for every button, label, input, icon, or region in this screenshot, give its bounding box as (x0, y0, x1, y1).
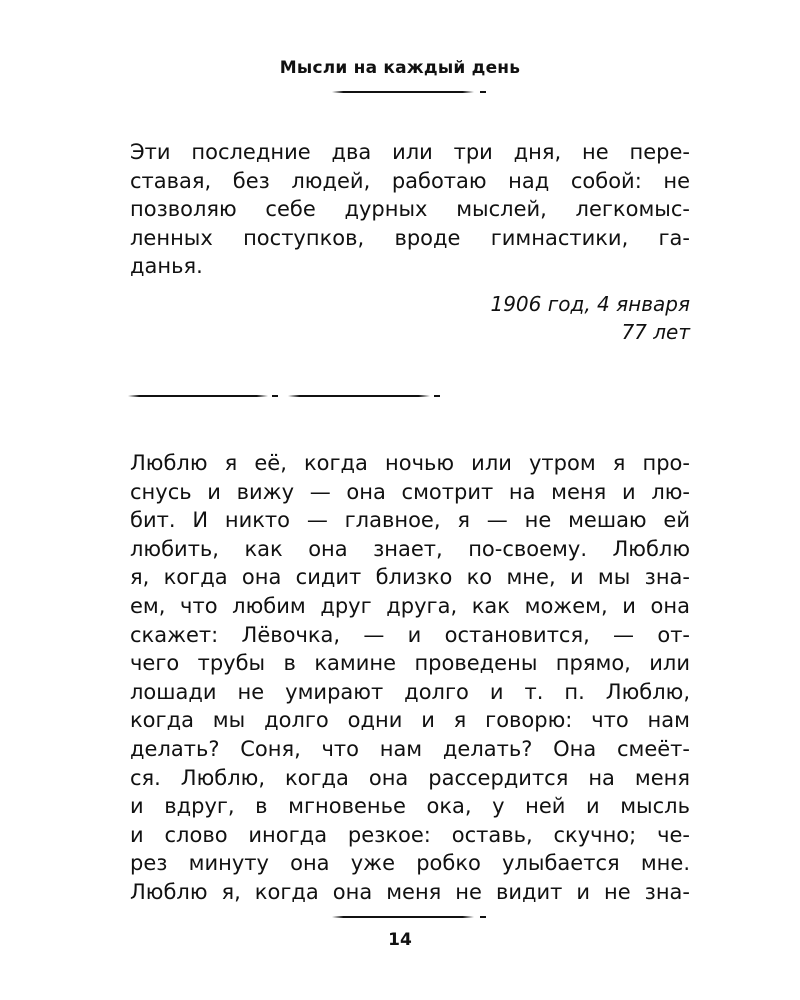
entry-2-line: ся. Люблю, когда она рассердится на меня (130, 765, 690, 790)
entry-2-line: бит. И никто — главное, я — не мешаю ей (130, 508, 690, 533)
footer-rule-tick (480, 916, 486, 918)
entry-1-paragraph (130, 138, 690, 281)
entry-2-line: скажет: Лёвочка, — и остановится, — от- (130, 622, 690, 647)
section-divider-tick (272, 395, 278, 397)
footer-rule (332, 916, 474, 918)
entry-2-line: снусь и вижу — она смотрит на меня и лю- (130, 479, 690, 504)
entry-1-line: ленных поступков, вроде гимнастики, га- (130, 225, 690, 250)
entry-1-line: Эти последние два или три дня, не пере- (130, 140, 690, 164)
header-rule-tick (480, 91, 486, 93)
section-divider-right (288, 395, 430, 397)
entry-1-signature (400, 290, 690, 346)
entry-2-line: рез минуту она уже робко улыбается мне. (130, 851, 690, 876)
section-divider-left (128, 395, 268, 397)
entry-2-line: я, когда она сидит близко ко мне, и мы зна- (130, 565, 690, 590)
entry-2-line: любить, как она знает, по-своему. Люблю (130, 536, 690, 561)
entry-2-line: Люблю я её, когда ночью или утром я про- (130, 451, 690, 475)
entry-2-line: и вдруг, в мгновенье ока, у ней и мысль (130, 794, 690, 819)
page-number: 14 (388, 930, 412, 950)
entry-1-age: 77 лет (621, 320, 690, 344)
entry-2-paragraph (130, 449, 690, 907)
entry-1-line: данья. (130, 254, 203, 279)
entry-1-date: 1906 год, 4 января (490, 292, 690, 316)
entry-2-line: лошади не умирают долго и т. п. Люблю, (130, 679, 690, 704)
header-rule (332, 91, 474, 93)
entry-2-line: чего трубы в камине проведены прямо, или (130, 651, 690, 676)
entry-1-line: ставая, без людей, работаю над собой: не (130, 168, 690, 193)
entry-2-line: ем, что любим друг друга, как можем, и она (130, 593, 690, 618)
section-divider-tick (434, 395, 440, 397)
entry-2-line: когда мы долго одни и я говорю: что нам (130, 708, 690, 733)
entry-2-line: делать? Соня, что нам делать? Она смеёт- (130, 736, 690, 761)
entry-2-line: и слово иногда резкое: оставь, скучно; че- (130, 822, 690, 847)
entry-1-line: позволяю себе дурных мыслей, легкомыс- (130, 197, 690, 222)
entry-2-line: Люблю я, когда она меня не видит и не зна- (130, 879, 690, 904)
running-head-title: Мысли на каждый день (279, 58, 521, 78)
